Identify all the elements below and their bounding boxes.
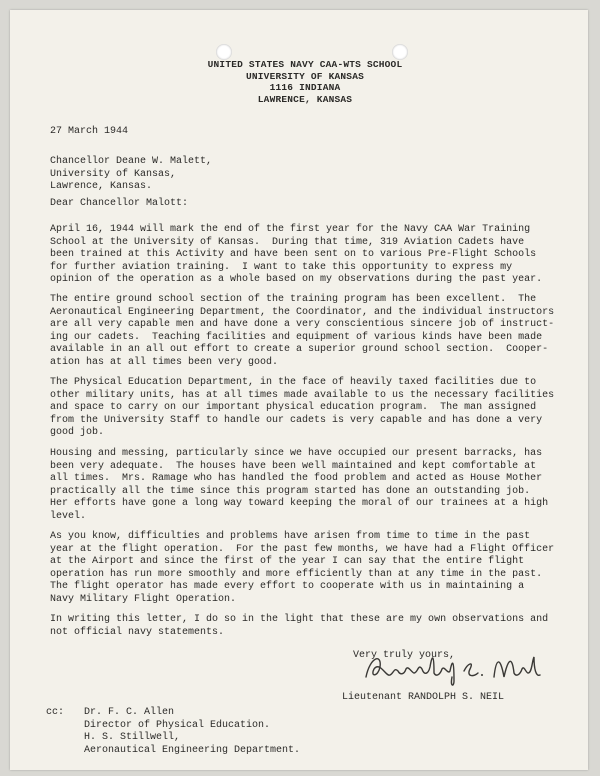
cc-recipients: Dr. F. C. Allen Director of Physical Education. H. S. Stillwell, Aeronautical Engineering Department. bbox=[84, 707, 301, 756]
letterhead-line-1: UNITED STATES NAVY CAA-WTS SCHOOL bbox=[207, 59, 403, 70]
recipient-name: Chancellor Deane W. Malett, bbox=[50, 156, 213, 167]
cc-label: cc: bbox=[46, 707, 65, 718]
paragraph-6: In writing this letter, I do so in the light that these are my own observations and not official navy statements. bbox=[50, 614, 549, 638]
letter-page bbox=[10, 10, 588, 770]
letterhead-line-3: 1116 INDIANA bbox=[269, 82, 341, 93]
paragraph-3: The Physical Education Department, in the face of heavily taxed facilities due to other military units, has at all times made available to us the necessary facilities and space to carry on our important physical education program. The man assigned from the University Staff to handle our cadets is very capable and has done a very good job. bbox=[50, 377, 555, 438]
paragraph-1: April 16, 1944 will mark the end of the first year for the Navy CAA War Training School at the University of Kansas. During that time, 319 Aviation Cadets have been trained at this Activity and have been sent on to various Pre-Flight Schools for further aviation training. I want to take this opportunity to express my opinion of the operation as a whole based on my observations during the past year. bbox=[50, 224, 543, 285]
paragraph-4: Housing and messing, particularly since we have occupied our present barracks, has been very adequate. The houses have been well maintained and kept comfortable at all times. Mrs. Ramage who has handled the food problem and acted as House Mother practically all the time since this program started has done an outstanding job. Her efforts have gone a long way toward keeping the moral of our trainees at a high level. bbox=[50, 448, 549, 522]
recipient-address bbox=[50, 156, 212, 194]
letterhead-line-4: LAWRENCE, KANSAS bbox=[257, 93, 353, 105]
recipient-city: Lawrence, Kansas. bbox=[50, 181, 153, 192]
recipient-org: University of Kansas, bbox=[50, 168, 177, 180]
signature-line: Lieutenant RANDOLPH S. NEIL bbox=[342, 692, 505, 703]
signature-drawing bbox=[360, 647, 560, 689]
punch-hole-right bbox=[392, 44, 408, 60]
letter-date: 27 March 1944 bbox=[50, 126, 129, 137]
punch-hole-left bbox=[216, 44, 232, 60]
letterhead bbox=[10, 59, 588, 105]
letterhead-line-2: UNIVERSITY OF KANSAS bbox=[245, 70, 365, 82]
salutation: Dear Chancellor Malott: bbox=[50, 198, 189, 209]
paragraph-5: As you know, difficulties and problems have arisen from time to time in the past year at the flight operation. For the past few months, we have had a Flight Officer at the Airport and since the first of the year I can say that the entire flight operation has run more smoothly and more efficiently than at any time in the past. The flight operator has made every effort to cooperate with us in maintaining a Navy Military Flight Operation. bbox=[50, 531, 555, 605]
handwritten-signature bbox=[360, 647, 560, 689]
paragraph-2: The entire ground school section of the training program has been excellent. The Aeronautical Engineering Department, the Coordinator, and the individual instructors are all very capable men and have done a very conscientious sincere job of instruct- ing our cadets. Teaching facilities and equipment of various kinds have been made available in an all out effort to create a superior ground school section. Cooper- ation has at all times been very good. bbox=[50, 294, 555, 368]
closing: Very truly yours, bbox=[353, 650, 456, 661]
